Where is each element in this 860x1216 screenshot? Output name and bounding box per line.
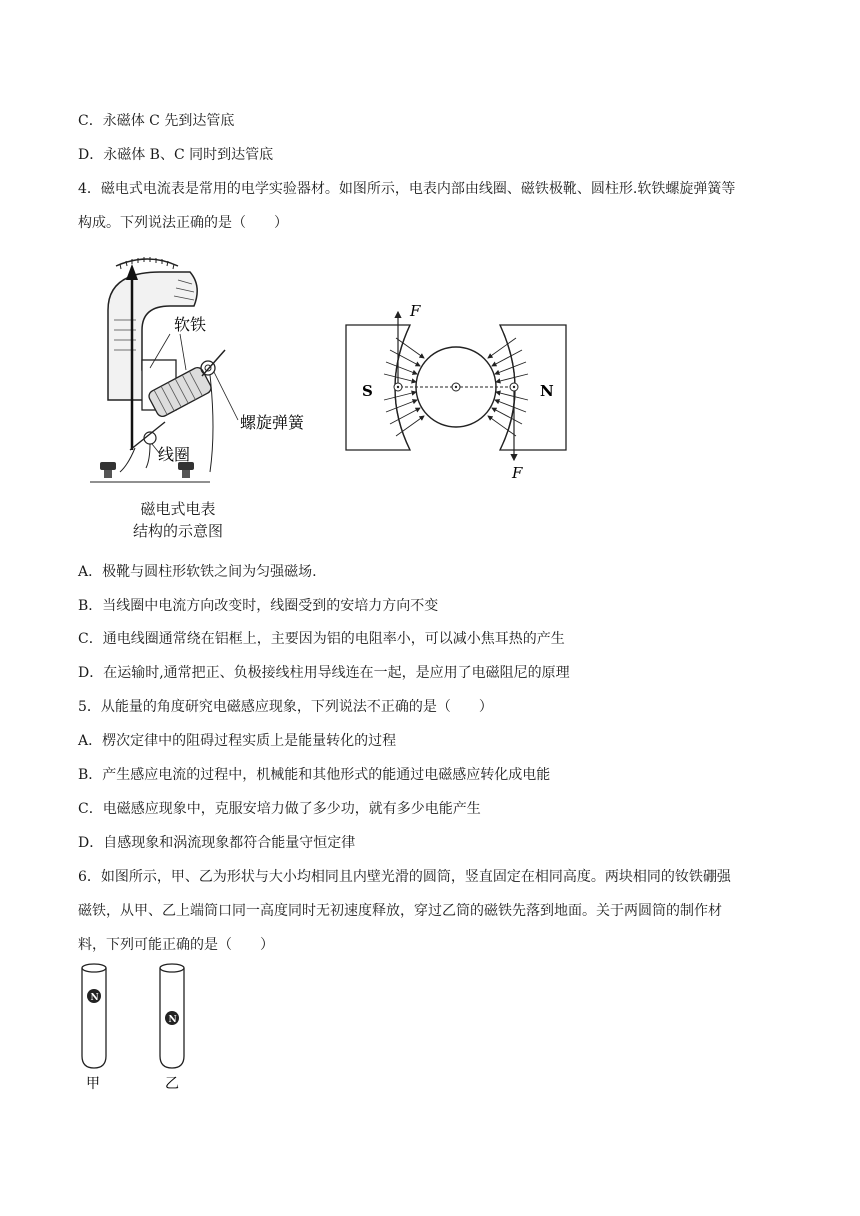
question-4-stem-line2: 构成。下列说法正确的是（ ） <box>78 215 288 231</box>
label-spring: 螺旋弹簧 <box>240 413 305 432</box>
question-5-stem: 5．从能量的角度研究电磁感应现象，下列说法不正确的是（ ） <box>78 699 493 715</box>
scale-arc <box>116 259 178 266</box>
option-5a: A．楞次定律中的阻碍过程实质上是能量转化的过程 <box>78 733 397 749</box>
tube-jia <box>82 964 106 1068</box>
question-6-stem-line1: 6．如图所示，甲、乙为形状与大小均相同且内壁光滑的圆筒，竖直固定在相同高度。两块相同的钕铁硼强 <box>78 869 731 885</box>
option-4d: D．在运输时,通常把正、负极接线柱用导线连在一起，是应用了电磁阻尼的原理 <box>78 665 570 681</box>
label-coil: 线圈 <box>158 445 191 464</box>
question-6-stem-line3: 料，下列可能正确的是（ ） <box>78 937 274 953</box>
option-5b: B．产生感应电流的过程中，机械能和其他形式的能通过电磁感应转化成电能 <box>78 767 551 783</box>
terminal-right <box>178 462 194 478</box>
meter-caption-line2: 结构的示意图 <box>132 522 223 540</box>
terminal-left <box>100 462 116 478</box>
option-4b: B．当线圈中电流方向改变时，线圈受到的安培力方向不变 <box>78 598 439 614</box>
label-tube-yi: 乙 <box>165 1076 179 1092</box>
question-6-stem-line2: 磁铁，从甲、乙上端筒口同一高度同时无初速度释放，穿过乙筒的磁铁先落到地面。关于两圆筒的制作材 <box>78 903 722 919</box>
question-4-stem-line1: 4．磁电式电流表是常用的电学实验器材。如图所示，电表内部由线圈、磁铁极靴、圆柱形.软铁螺旋弹簧等 <box>78 181 736 197</box>
label-s: S <box>362 382 373 400</box>
label-n: N <box>540 382 554 400</box>
option-4c: C．通电线圈通常绕在铝框上，主要因为铝的电阻率小，可以减小焦耳热的产生 <box>78 631 565 647</box>
option-4a: A．极靴与圆柱形软铁之间为匀强磁场. <box>78 564 317 580</box>
field-diagram-figure <box>340 300 580 485</box>
svg-text:N: N <box>90 993 99 1003</box>
option-5c: C．电磁感应现象中，克服安培力做了多少功，就有多少电能产生 <box>78 801 481 817</box>
tubes-figure <box>76 960 206 1095</box>
tube-yi <box>160 964 184 1068</box>
svg-text:N: N <box>168 1015 177 1025</box>
option-4d-prev: D．永磁体 B、C 同时到达管底 <box>78 147 274 163</box>
label-f-top: F <box>410 302 421 320</box>
option-5d: D．自感现象和涡流现象都符合能量守恒定律 <box>78 835 356 851</box>
label-tube-jia: 甲 <box>86 1076 100 1092</box>
label-f-bottom: F <box>512 464 523 482</box>
label-soft-iron: 软铁 <box>174 315 207 334</box>
meter-caption-line1: 磁电式电表 <box>140 500 216 518</box>
option-4c-prev: C．永磁体 C 先到达管底 <box>78 113 235 129</box>
